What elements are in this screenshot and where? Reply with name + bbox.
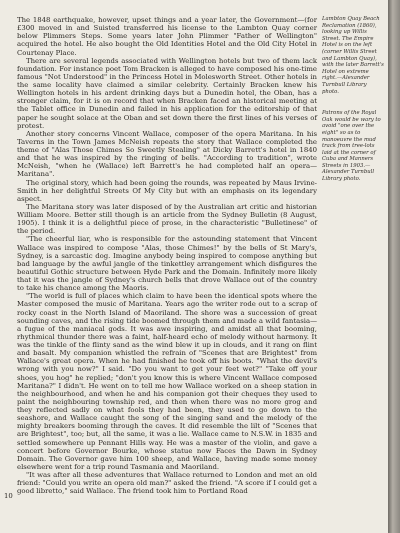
page-number: 10	[4, 492, 13, 500]
paragraph: Another story concerns Vincent Wallace, composer of the opera Maritana. In his Taverns in the Town James McNeish repeats the story that Wallace completed the theme of "Alas Those Chimes So Sweetly Stealing" at Dicky Barrett's hotel in 1840 and that he was inspired by the ringing of bells. "According to tradition", wrote McNeish, "when he (Wallace) left Barrett's he had completed half an opera—Maritana".	[17, 129, 317, 179]
paragraph: "The world is full of places which claim to have been the identical spots where the Master composed the music of Maritana. Years ago the writer rode out to a scrap of rocky coast in the North Island of Maoriland. The shore was a succession of great sounding caves, and the rising tide boomed through them and made a wild fantasia—a fugue of the maniacal gods. It was awe inspiring, and amidst all that booming, rhythmical thunder there was a faint, half-heard echo of melody without harmony. It was the tinkle of the flinty sand as the wind blew it up in clouds, and it rang on flint and basalt. My companion whistled the refrain of "Scenes that are Brightest" from Wallace's great opera. When he had finished he took off his boots. "What the devil's wrong with you now?" I said. "Do you want to get your feet wet?" "Take off your shoes, you hog" he replied; "don't you know this is where Vincent Wallace composed Maritana?" I didn't. He went on to tell me how Wallace worked on a sheep station in the neighbourhood, and when he and his companion got their cheques they used to paint the neighbouring township red, and then when there was no more grog and they reflected sadly on what fools they had been, they used to go down to the seashore, and Wallace caught the song of the singing sand and the melody of the mighty breakers booming through the caves. It did resemble the lilt of "Scenes that are Brightest", too; but, all the same, it was a lie. Wallace came to N.S.W. in 1835 and settled somewhere up Pennant Hills way. He was a master of the violin, and gave a concert before Governor Bourke, whose statue now Faces the Dawn in Sydney Domain. The Governor gave him 100 sheep, and Wallace, having made some money elsewhere went for a trip round Tasmania and Maoriland.	[17, 292, 317, 471]
paragraph: The Maritana story was later disposed of by the Australian art critic and historian William Moore. Better still though is an article from the Sydney Bulletin (8 August, 1905). I think it is a delightful piece of prose, in the characteristic "Bulletinese" of the period.	[17, 202, 317, 236]
paragraph: The 1848 earthquake, however, upset things and a year later, the Government—(for £300 moved in and Suisted transferred his license to the Lambton Quay corner below Plimmers Steps. Some years later John Plimmer "Father of Wellington" acquired the hotel. He also bought the Old Identities Hotel and the Old City Hotel in Courtenay Place.	[17, 16, 317, 57]
book-spine-edge	[388, 0, 400, 533]
paragraph: "The cheerful liar, who is responsible for the astounding statement that Vincent Wallace was inspired to compose "Alas, those Chimes!" by the bells of St Mary's, Sydney, is a sarcastic dog. Imagine anybody being inspired to compose anything but bad language by the awful jangle of the tinkettley arrangement which disfigures the beautiful Gothic structure between Hyde Park and the Domain. Infinitely more likely that it was the jangle of Sydney's church bells that drove Wallace out of the country to take his chance among the Maoris.	[17, 235, 317, 293]
photo-caption: Patrons of the Royal Oak would be wary to avoid "one over the eight" so as to manoeuvre the mud track from tree-lots laid at the corner of Cuba and Manners Streets in 1903.—Alexander Turnbull Library photo.	[322, 110, 381, 183]
paragraph: There are several legends associated with Wellington hotels but two of them lack foundation. For instance poet Tom Bracken is alleged to have composed his one-time famous "Not Understood" in the Princess Hotel in Molesworth Street. Other hotels in the same locality have claimed a similar celebrity. Certainly Bracken knew his Wellington hotels in his ardent drinking days but a Dunedin hotel, the Oban, has a stronger claim, for it is on record that when Bracken faced an historical meeting at the Tablet office in Dunedin and failed in his application for the editorship of that paper he sought solace at the Oban and set down there the first lines of his verses of protest.	[17, 56, 317, 130]
paragraph: The original story, which had been going the rounds, was repeated by Maus Irvine-Smith in her delightful Streets Of My City but with an emphasis on its legendary aspect.	[17, 178, 317, 203]
paragraph: "It was after all these adventures that Wallace returned to London and met an old friend: "Could you write an opera old man?" asked the friend. "A score if I could get a good libretto," said Wallace. The friend took him to Portland Road	[17, 471, 317, 496]
photo-caption: Lambton Quay Beach Reclamation (1860), looking up Willis Street. The Empire Hotel is on the left (corner Willis Street and Lambton Quay), with the later Barrett's Hotel on extreme right.—Alexander Turnbull Library photo.	[322, 16, 384, 95]
photo-captions-column	[322, 16, 384, 198]
body-text-column	[17, 16, 317, 495]
